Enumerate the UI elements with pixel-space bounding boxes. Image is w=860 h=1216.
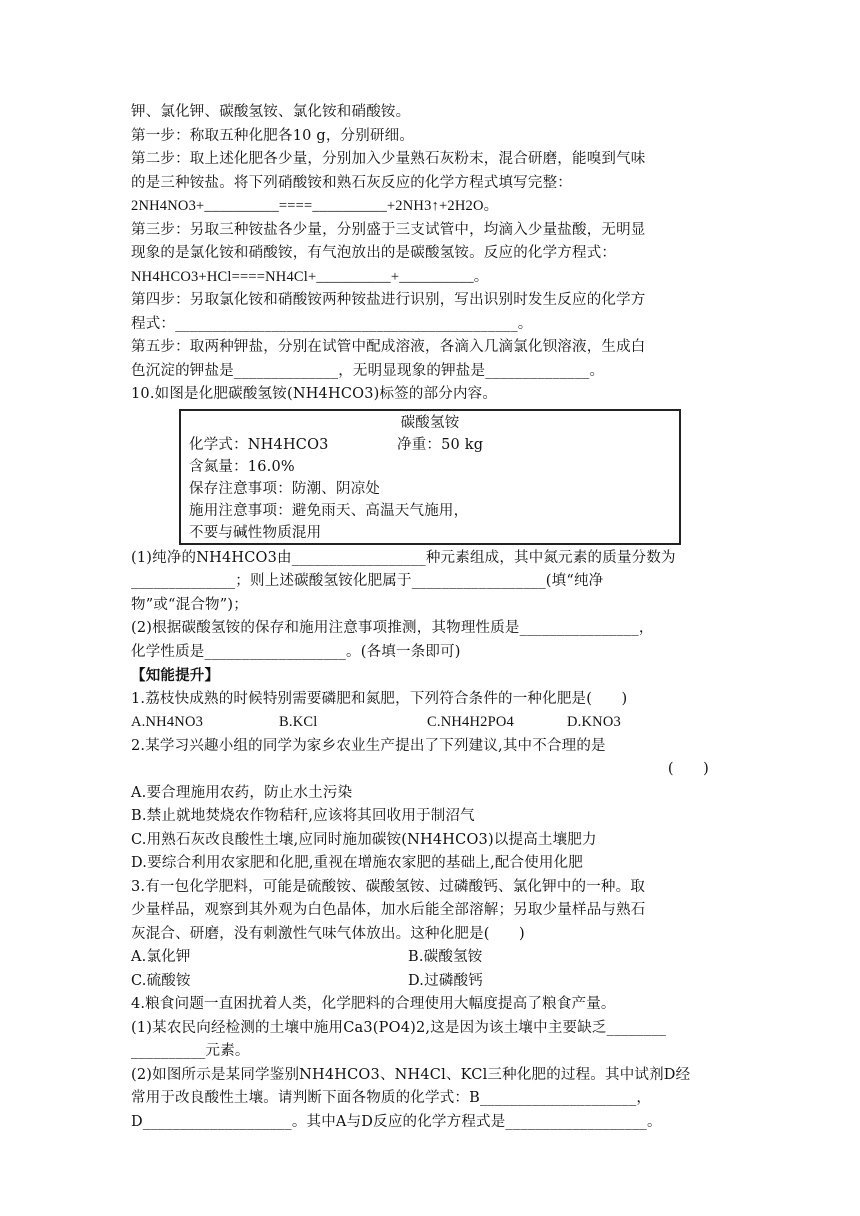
label-use-1: 施用注意事项：避免雨天、高温天气施用，: [189, 503, 469, 520]
step-4-line-2: 程式：______________________________________________。: [131, 315, 533, 332]
step-4-line-1: 第四步：另取氯化铵和硝酸铵两种铵盐进行识别，写出识别时发生反应的化学方: [131, 292, 646, 308]
question-4-part-1-line-1: (1)某农民向经检测的土壤中施用Ca3(PO4)2,这是因为该土壤中主要缺乏________: [131, 1019, 667, 1036]
label-net-weight: 净重：50 kg: [397, 436, 484, 453]
label-storage: 保存注意事项：防潮、阴凉处: [189, 481, 381, 498]
label-nitrogen: 含氮量：16.0%: [189, 458, 295, 475]
question-3-option-a: A.氯化钾: [131, 949, 191, 965]
question-3-options-row-2: [131, 970, 731, 994]
question-10-part-1-line-1: (1)纯净的NH4HCO3由__________________种元素组成，其中氮元素的质量分数为: [131, 549, 676, 566]
question-4-part-2-line-2: 常用于改良酸性土壤。请判断下面各物质的化学式：B_____________________，: [131, 1090, 652, 1106]
label-use-2: 不要与碱性物质混用: [189, 525, 322, 542]
label-title: 碳酸氢铵: [400, 414, 460, 431]
equation-ammonium-nitrate: 2NH4NO3+__________====__________+2NH3↑+2H2O。: [131, 198, 499, 214]
step-5-line-2: 色沉淀的钾盐是______________，无明显现象的钾盐是______________。: [131, 362, 605, 379]
step-1: 第一步：称取五种化肥各10 g，分别研细。: [131, 127, 415, 144]
question-2-option-a: A.要合理施用农药，防止水土污染: [131, 784, 353, 801]
question-1-options: [131, 711, 731, 735]
equation-ammonium-bicarbonate: NH4HCO3+HCl====NH4Cl+__________+__________。: [131, 268, 489, 285]
question-3-option-d: D.过磷酸钙: [408, 972, 483, 989]
question-4-part-2-line-3: D____________________。其中A与D反应的化学方程式是___________________。: [131, 1113, 662, 1130]
question-1-option-a: A.NH4NO3: [131, 714, 204, 730]
question-10-stem: 10.如图是化肥碳酸氢铵(NH4HCO3)标签的部分内容。: [131, 386, 498, 402]
question-2-stem: 2.某学习兴趣小组的同学为家乡农业生产提出了下列建议,其中不合理的是: [131, 737, 606, 754]
label-formula-row: [189, 434, 679, 456]
question-3-stem-line-3: 灰混合、研磨，没有刺激性气味气体放出。这种化肥是( ): [131, 925, 525, 942]
question-1-stem: 1.荔枝快成熟的时候特别需要磷肥和氮肥，下列符合条件的一种化肥是( ): [131, 690, 628, 707]
question-3-option-c: C.硫酸铵: [131, 972, 191, 989]
question-2-answer-paren: ( ): [667, 761, 709, 777]
step-3-line-1: 第三步：另取三种铵盐各少量，分别盛于三支试管中，均滴入少量盐酸，无明显: [131, 221, 646, 238]
question-2-option-d: D.要综合利用农家肥和化肥,重视在增施农家肥的基础上,配合使用化肥: [131, 855, 584, 871]
step-5-line-1: 第五步：取两种钾盐，分别在试管中配成溶液，各滴入几滴氯化钡溶液，生成白: [131, 339, 646, 355]
experiment-intro-line: 钾、氯化钾、碳酸氢铵、氯化铵和硝酸铵。: [131, 104, 411, 120]
question-1-option-b: B.KCl: [279, 714, 318, 730]
fertilizer-label-box: [179, 409, 681, 545]
step-2-line-1: 第二步：取上述化肥各少量，分别加入少量熟石灰粉末，混合研磨，能嗅到气味: [131, 151, 646, 167]
question-10-part-2-line-2: 化学性质是___________________。(各填一条即可): [131, 643, 461, 660]
question-1-option-d: D.KNO3: [567, 714, 621, 730]
question-10-part-1-line-3: 物”或“混合物”)；: [131, 596, 248, 613]
question-4-stem: 4.粮食问题一直困扰着人类，化学肥料的合理使用大幅度提高了粮食产量。: [131, 996, 616, 1012]
question-3-options-row-1: [131, 946, 731, 970]
question-3-stem-line-2: 少量样品，观察到其外观为白色晶体，加水后能全部溶解；另取少量样品与熟石: [131, 902, 646, 918]
question-2-option-c: C.用熟石灰改良酸性土壤,应同时施加碳铵(NH4HCO3)以提高土壤肥力: [131, 831, 597, 848]
question-4-part-1-line-2: __________元素。: [131, 1043, 250, 1059]
question-1-option-c: C.NH4H2PO4: [427, 714, 514, 730]
step-3-line-2: 现象的是氯化铵和硝酸铵，有气泡放出的是碳酸氢铵。反应的化学方程式：: [131, 245, 617, 261]
question-3-option-b: B.碳酸氢铵: [408, 949, 483, 965]
question-4-part-2-line-1: (2)如图所示是某同学鉴别NH4HCO3、NH4Cl、KCl三种化肥的过程。其中试剂D经: [131, 1066, 691, 1083]
question-3-stem-line-1: 3.有一包化学肥料，可能是硫酸铵、碳酸氢铵、过磷酸钙、氯化钾中的一种。取: [131, 878, 646, 895]
label-formula: 化学式：NH4HCO3: [189, 436, 329, 453]
step-2-line-2: 的是三种铵盐。将下列硝酸铵和熟石灰反应的化学方程式填写完整：: [131, 174, 572, 191]
question-2-option-b: B.禁止就地焚烧农作物秸秆,应该将其回收用于制沼气: [131, 808, 475, 824]
section-title: 【知能提升】: [131, 667, 220, 684]
document-page: [131, 101, 731, 1134]
question-10-part-1-line-2: ______________；则上述碳酸氢铵化肥属于__________________(填“纯净: [131, 573, 604, 589]
question-10-part-2-line-1: (2)根据碳酸氢铵的保存和施用注意事项推测，其物理性质是________________，: [131, 620, 654, 636]
